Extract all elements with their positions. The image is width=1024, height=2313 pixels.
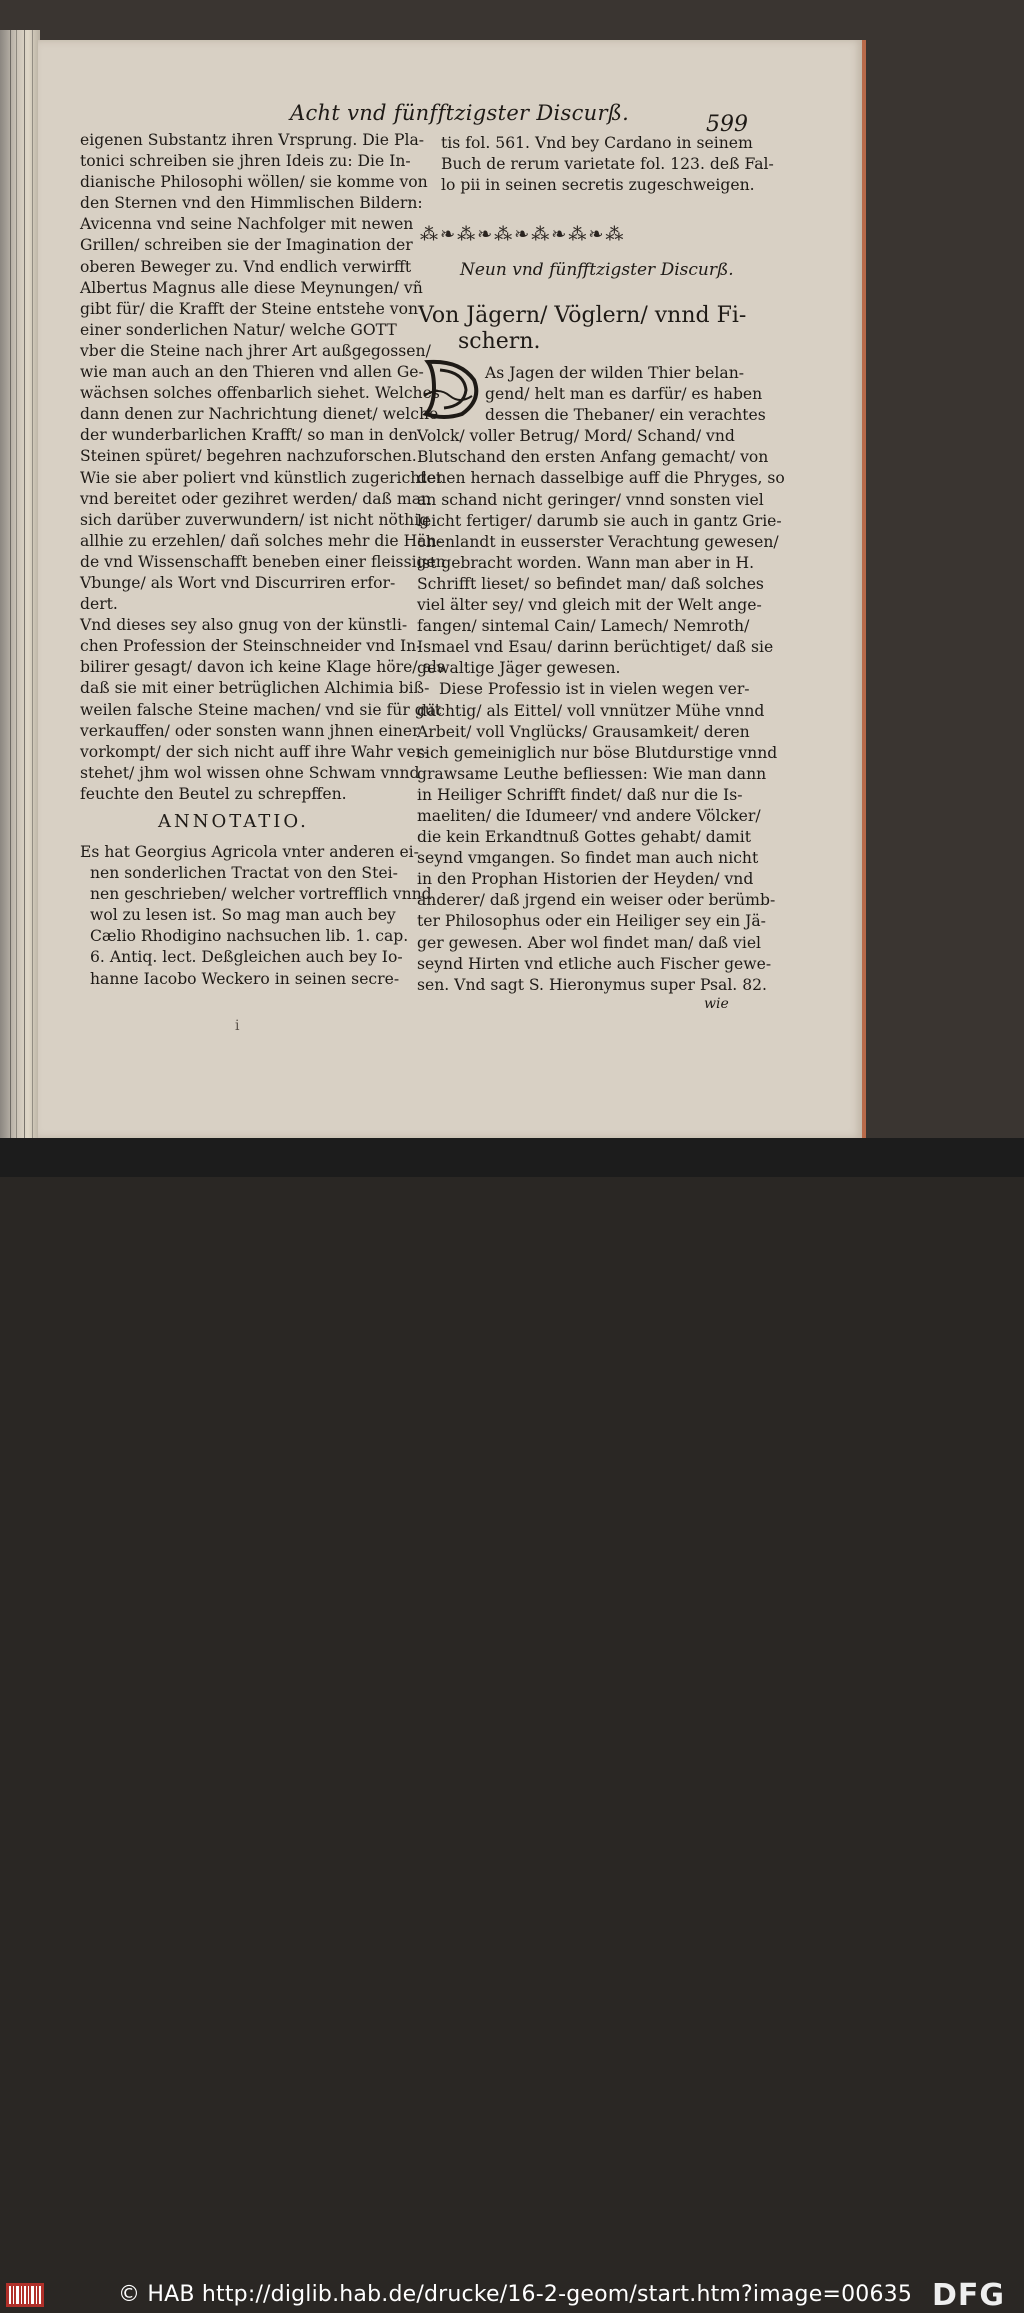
footer-link[interactable]: © HAB http://diglib.hab.de/drucke/16-2-geom/start.htm?image=00635 <box>118 2282 913 2307</box>
text-line: gend/ helt man es darfür/ es haben <box>485 385 763 404</box>
text-line: Volck/ voller Betrug/ Mord/ Schand/ vnd <box>417 427 735 446</box>
left-column <box>80 130 446 805</box>
text-line: weilen falsche Steine machen/ vnd sie für gut <box>80 700 442 719</box>
main-heading <box>418 303 746 355</box>
text-line: einer sonderlichen Natur/ welche GOTT <box>80 320 397 339</box>
text-line: Ismael vnd Esau/ darinn berüchtiget/ daß sie <box>417 638 774 657</box>
text-line: ist gebracht worden. Wann man aber in H. <box>417 553 755 572</box>
text-line: Buch de rerum varietate fol. 123. deß Fal- <box>441 155 774 174</box>
text-line: dert. <box>80 595 118 614</box>
annotatio-block <box>80 842 432 990</box>
text-line: in Heiliger Schrifft findet/ daß nur die Is- <box>417 785 743 804</box>
text-line: Grillen/ schreiben sie der Imagination der <box>80 236 413 255</box>
text-line: stehet/ jhm wol wissen ohne Schwam vnnd <box>80 763 420 782</box>
text-line: vnd bereitet oder gezihret werden/ daß man <box>80 489 432 508</box>
text-line: tonici schreiben sie jhren Ideis zu: Die In- <box>80 152 411 171</box>
text-line: Arbeit/ voll Vnglücks/ Grausamkeit/ deren <box>417 722 750 741</box>
right-top-block <box>417 133 774 196</box>
text-line: den Sternen vnd den Himmlischen Bildern: <box>80 194 423 213</box>
text-line: sich darüber zuverwundern/ ist nicht nöthig <box>80 510 430 529</box>
text-line: vber die Steine nach jhrer Art außgegossen/ <box>80 341 431 360</box>
page-number: 599 <box>706 112 748 137</box>
text-line: nen geschrieben/ welcher vortrefflich vnnd <box>90 885 432 904</box>
text-line: sich gemeiniglich nur böse Blutdurstige vnnd <box>417 743 778 762</box>
text-line: grawsame Leuthe befliessen: Wie man dann <box>417 764 767 783</box>
heading-line: Von Jägern/ Vöglern/ vnnd Fi- <box>418 303 747 328</box>
annotatio-heading: ANNOTATIO. <box>158 811 309 832</box>
text-line: seynd Hirten vnd etliche auch Fischer gewe- <box>417 954 772 973</box>
footer-bar <box>0 1138 1024 2313</box>
catchword: wie <box>704 996 729 1012</box>
text-line: gibt für/ die Krafft der Steine entstehe von <box>80 299 419 318</box>
text-line: Cælio Rhodigino nachsuchen lib. 1. cap. <box>90 927 409 946</box>
text-line: die kein Erkandtnuß Gottes gehabt/ damit <box>417 828 752 847</box>
text-line: Schrifft lieset/ so befindet man/ daß solches <box>417 574 764 593</box>
text-line: As Jagen der wilden Thier belan- <box>485 364 745 382</box>
running-head: Acht vnd fünfftzigster Discurß. <box>290 101 630 125</box>
book-edge <box>0 30 40 1138</box>
text-line: Avicenna vnd seine Nachfolger mit newen <box>80 215 414 234</box>
text-line: de vnd Wissenschafft beneben einer fleissigen <box>80 552 446 571</box>
dfg-logo: DFG <box>932 2278 1006 2313</box>
text-line: chen Profession der Steinschneider vnd In- <box>80 637 422 656</box>
barcode-icon <box>6 2283 44 2307</box>
heading-line: schern. <box>458 329 541 354</box>
text-line: an schand nicht geringer/ vnnd sonsten viel <box>417 490 764 509</box>
text-line: lo pii in seinen secretis zugeschweigen. <box>441 176 755 195</box>
text-line: wächsen solches offenbarlich siehet. Welches <box>80 384 440 403</box>
text-line: wie man auch an den Thieren vnd allen Ge- <box>80 363 424 382</box>
text-line: Steinen spüret/ begehren nachzuforschen. <box>80 447 417 466</box>
text-line: vorkompt/ der sich nicht auff ihre Wahr ver- <box>80 742 429 761</box>
text-line: bilirer gesagt/ davon ich keine Klage höre/ als <box>80 658 445 677</box>
text-line: leicht fertiger/ darumb sie auch in gantz Grie- <box>417 511 782 530</box>
text-line: dessen die Thebaner/ ein verachtes <box>485 406 766 425</box>
text-line: dann denen zur Nachrichtung dienet/ welche <box>80 405 439 424</box>
text-line: Albertus Magnus alle diese Meynungen/ vñ <box>80 278 423 297</box>
text-line: dächtig/ als Eittel/ voll vnnützer Mühe vnnd <box>417 701 765 720</box>
text-line: der wunderbarlichen Krafft/ so man in den <box>80 426 419 445</box>
text-line: verkauffen/ oder sonsten wann jhnen einer <box>80 721 420 740</box>
text-line: dianische Philosophi wöllen/ sie komme von <box>80 173 428 192</box>
text-line: sen. Vnd sagt S. Hieronymus super Psal. 82. <box>417 975 768 994</box>
text-line: daß sie mit einer betrüglichen Alchimia biß- <box>80 679 430 698</box>
text-line: maeliten/ die Idumeer/ vnd andere Völcker/ <box>417 806 761 825</box>
text-line: feuchte den Beutel zu schrepffen. <box>80 784 347 803</box>
text-line: Vbunge/ als Wort vnd Discurriren erfor- <box>80 573 396 592</box>
right-body <box>417 363 785 996</box>
text-line: seynd vmgangen. So findet man auch nicht <box>417 849 759 868</box>
text-line: Vnd dieses sey also gnug von der künstli- <box>80 616 408 635</box>
page-edge <box>862 40 866 1138</box>
text-line: gewaltige Jäger gewesen. <box>417 659 621 678</box>
text-line: ger gewesen. Aber wol findet man/ daß viel <box>417 933 762 952</box>
text-line: eigenen Substantz ihren Vrsprung. Die Pla- <box>80 131 425 149</box>
text-line: viel älter sey/ vnd gleich mit der Welt ange- <box>417 596 762 615</box>
margin-mark: i <box>235 1018 240 1034</box>
text-line: chenlandt in eusserster Verachtung gewesen/ <box>417 532 779 551</box>
sub-heading: Neun vnd fünfftzigster Discurß. <box>460 260 734 280</box>
text-line: ter Philosophus oder ein Heiliger sey ein Jä- <box>417 912 766 931</box>
text-line: Es hat Georgius Agricola vnter anderen ei- <box>80 843 419 861</box>
text-line: 6. Antiq. lect. Deßgleichen auch bey Io- <box>90 948 403 967</box>
text-line: anderer/ daß jrgend ein weiser oder berümb- <box>417 891 776 910</box>
scan-area <box>0 0 1024 1138</box>
ornament-divider: ⁂❧⁂❧⁂❧⁂❧⁂❧⁂ <box>420 224 626 245</box>
text-line: fangen/ sintemal Cain/ Lamech/ Nemroth/ <box>417 617 750 636</box>
text-line: nen sonderlichen Tractat von den Stei- <box>90 864 398 883</box>
text-line: tis fol. 561. Vnd bey Cardano in seinem <box>441 134 753 152</box>
text-line: hanne Iacobo Weckero in seinen secre- <box>90 969 400 988</box>
text-line: Blutschand den ersten Anfang gemacht/ von <box>417 448 769 467</box>
text-line: denen hernach dasselbige auff die Phryges, so <box>417 469 785 488</box>
text-line: oberen Beweger zu. Vnd endlich verwirfft <box>80 257 412 276</box>
text-line: wol zu lesen ist. So mag man auch bey <box>90 906 396 925</box>
text-line: in den Prophan Historien der Heyden/ vnd <box>417 870 754 889</box>
text-line: allhie zu erzehlen/ dañ solches mehr die Hän- <box>80 531 442 550</box>
text-line: Wie sie aber poliert vnd künstlich zugerichtet <box>80 468 443 487</box>
text-line: Diese Professio ist in vielen wegen ver- <box>439 680 750 699</box>
